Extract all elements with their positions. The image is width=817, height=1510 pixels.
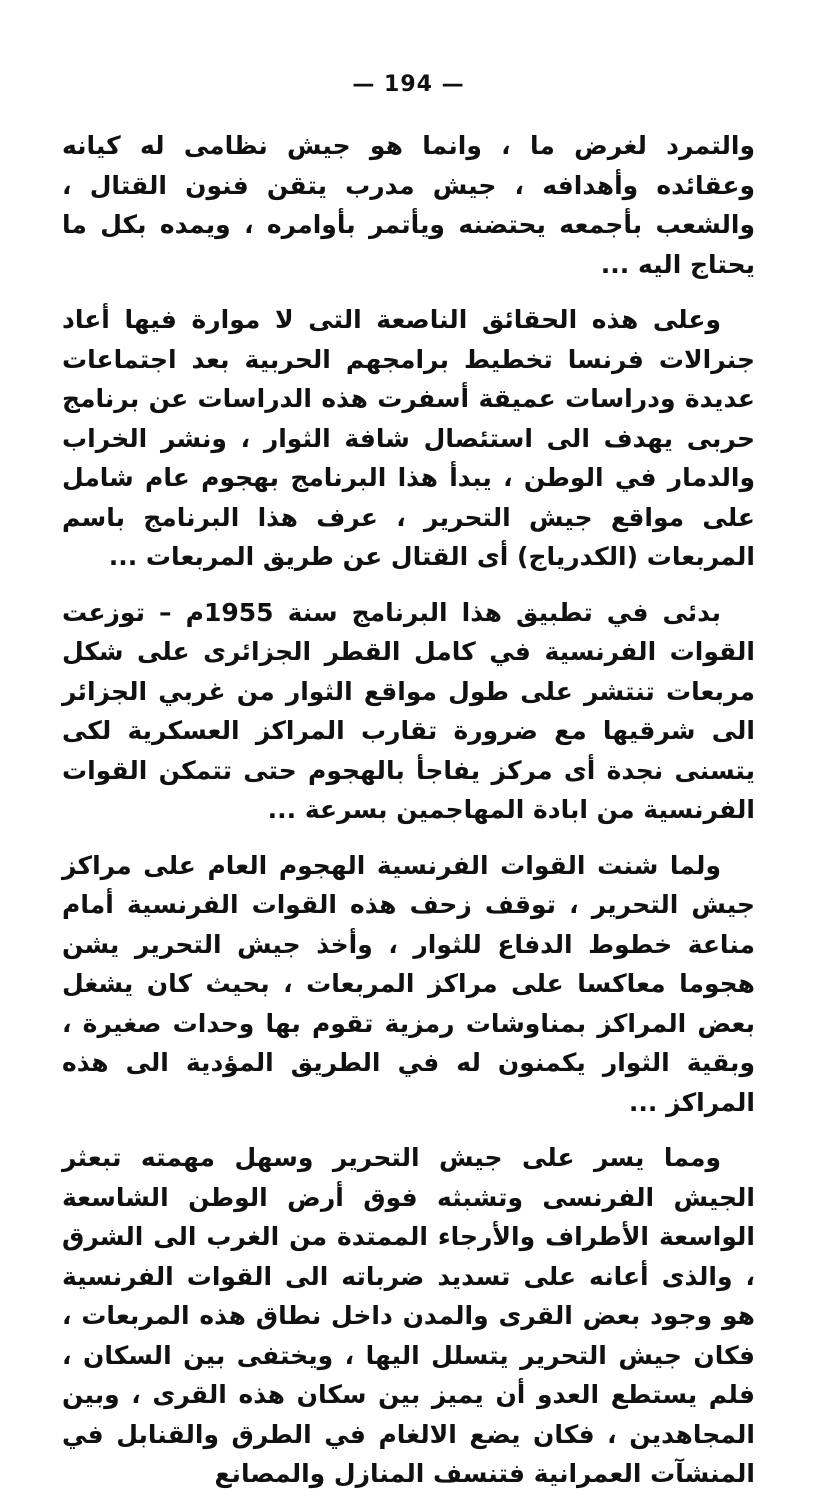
paragraph-2: وعلى هذه الحقائق الناصعة التى لا موارة فيها أعاد جنرالات فرنسا تخطيط برامجهم الحربية بعد اجتماعات عديدة ودراسات عميقة أسفرت هذه الدراسات عن برنامج حربى يهدف الى استئصال شافة الثوار ، ونشر الخراب والدمار في الوطن ، يبدأ هذا البرنامج بهجوم عام شامل على مواقع جيش التحرير ، عرف هذا البرنامج باسم المربعات (الكدرياج) أى القتال عن طريق المربعات ... xyxy=(62,305,755,571)
paragraph-3: بدئى في تطبيق هذا البرنامج سنة 1955م – توزعت القوات الفرنسية في كامل القطر الجزائرى على شكل مربعات تنتشر على طول مواقع الثوار من غربي الجزائر الى شرقيها مع ضرورة تقارب المراكز العسكرية لكى يتسنى نجدة أى مركز يفاجأ بالهجوم حتى تتمكن القوات الفرنسية من ابادة المهاجمين بسرعة ... xyxy=(62,597,755,824)
body-text xyxy=(62,126,755,1510)
paragraph-1: والتمرد لغرض ما ، وانما هو جيش نظامى له كيانه وعقائده وأهدافه ، جيش مدرب يتقن فنون القتال ، والشعب بأجمعه يحتضنه ويأتمر بأوامره ، ويمده بكل ما يحتاج اليه ... xyxy=(62,131,755,279)
page-number: — 194 — xyxy=(352,72,465,97)
paragraph-4: ولما شنت القوات الفرنسية الهجوم العام على مراكز جيش التحرير ، توقف زحف هذه القوات الفرنسية أمام مناعة خطوط الدفاع للثوار ، وأخذ جيش التحرير يشن هجوما معاكسا على مراكز المربعات ، بحيث كان يشغل بعض المراكز بمناوشات رمزية تقوم بها وحدات صغيرة ، وبقية الثوار يكمنون له في الطريق المؤدية الى هذه المراكز ... xyxy=(62,850,755,1117)
paragraph-5: ومما يسر على جيش التحرير وسهل مهمته تبعثر الجيش الفرنسى وتشبثه فوق أرض الوطن الشاسعة الواسعة الأطراف والأرجاء الممتدة من الغرب الى الشرق ، والذى أعانه على تسديد ضرباته الى القوات الفرنسية هو وجود بعض القرى والمدن داخل نطاق هذه المربعات ، فكان جيش التحرير يتسلل اليها ، ويختفى بين السكان ، فلم يستطع العدو أن يميز بين سكان هذه القرى ، وبين المجاهدين ، فكان يضع الالغام في الطرق والقنابل في المنشآت العمرانية فتنسف المنازل والمصانع xyxy=(62,1143,755,1488)
